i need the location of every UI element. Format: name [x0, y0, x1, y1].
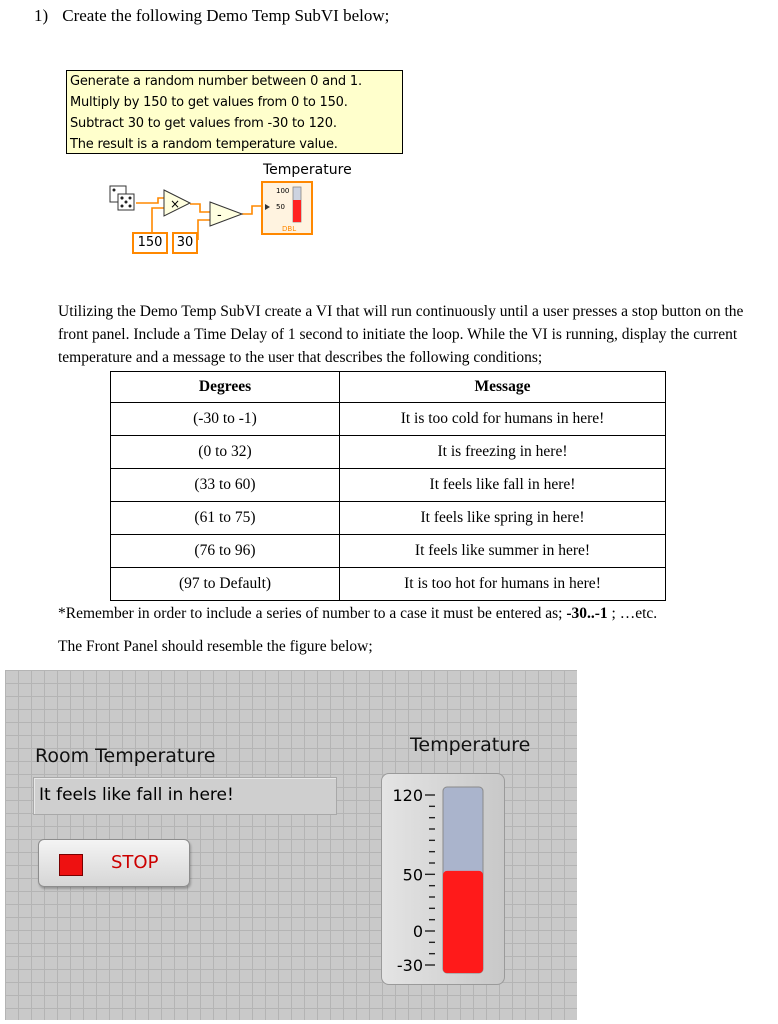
constant-150: 150: [132, 232, 168, 254]
comment-line: The result is a random temperature value.: [70, 137, 338, 152]
constant-30: 30: [172, 232, 198, 254]
front-panel-intro: The Front Panel should resemble the figure below;: [58, 638, 373, 655]
stop-led-icon: [59, 854, 83, 876]
table-row: [111, 436, 666, 469]
tick-label-minus30: -30: [396, 956, 423, 975]
multiply-symbol: ×: [170, 197, 181, 211]
room-temperature-string-indicator: It feels like fall in here!: [33, 777, 337, 815]
note-before: *Remember in order to include a series of number to a case it must be entered as;: [58, 605, 567, 622]
table-header-row: [111, 372, 666, 403]
message-cell: It is freezing in here!: [340, 436, 666, 469]
table-row: [111, 469, 666, 502]
comment-line: Subtract 30 to get values from -30 to 120.: [70, 116, 337, 131]
degrees-header: Degrees: [111, 372, 340, 403]
table-row: [111, 535, 666, 568]
note-example: -30..-1: [566, 605, 608, 622]
indicator-tick-100: 100: [276, 187, 290, 195]
thermometer-fill: [443, 871, 483, 973]
degrees-cell: (97 to Default): [111, 568, 340, 601]
table-row: [111, 403, 666, 436]
question-text: Create the following Demo Temp SubVI below;: [62, 6, 390, 25]
thermometer-icon: [262, 182, 312, 234]
temperature-label: Temperature: [410, 734, 531, 756]
wire-random-to-multiply: [136, 198, 164, 203]
multiply-icon: [164, 190, 190, 216]
stop-button-label: STOP: [111, 852, 159, 873]
range-note: [58, 605, 657, 623]
tick-label-0: 0: [412, 922, 423, 941]
conditions-table: [110, 371, 666, 601]
degrees-cell: (61 to 75): [111, 502, 340, 535]
wire-multiply-to-subtract: [190, 204, 210, 212]
table-row: [111, 568, 666, 601]
tick-label-120: 120: [392, 786, 423, 805]
indicator-type: DBL: [282, 225, 297, 233]
comment-line: Multiply by 150 to get values from 0 to 150.: [70, 95, 348, 110]
dice-icon: [110, 186, 134, 210]
message-cell: It is too hot for humans in here!: [340, 568, 666, 601]
wire-subtract-to-indicator: [242, 206, 262, 214]
stop-button[interactable]: [38, 839, 190, 887]
room-temperature-label: Room Temperature: [35, 745, 216, 767]
message-cell: It is too cold for humans in here!: [340, 403, 666, 436]
note-after: ; …etc.: [607, 605, 658, 622]
diagram-comment: [66, 70, 403, 154]
degrees-cell: (-30 to -1): [111, 403, 340, 436]
front-panel: [5, 670, 577, 1020]
minor-ticks: [425, 795, 435, 965]
question-heading: [34, 6, 389, 26]
message-cell: It feels like spring in here!: [340, 502, 666, 535]
message-header: Message: [340, 372, 666, 403]
degrees-cell: (0 to 32): [111, 436, 340, 469]
message-cell: It feels like fall in here!: [340, 469, 666, 502]
question-number: 1): [34, 6, 49, 25]
table-row: [111, 502, 666, 535]
indicator-tick-50: 50: [276, 203, 285, 211]
degrees-cell: (33 to 60): [111, 469, 340, 502]
thermometer-indicator: [381, 773, 505, 985]
message-cell: It feels like summer in here!: [340, 535, 666, 568]
instructions-paragraph: Utilizing the Demo Temp SubVI create a VI that will run continuously until a user presses a stop button on the front panel. Include a Time Delay of 1 second to initiate the loop. While the VI is running, display the current temperature and a message to the user that describes the following conditions;: [58, 303, 744, 366]
degrees-cell: (76 to 96): [111, 535, 340, 568]
indicator-label: Temperature: [263, 162, 352, 178]
tick-label-50: 50: [402, 865, 423, 885]
subtract-symbol: -: [217, 208, 222, 223]
subtract-icon: [210, 202, 242, 226]
wire-30-to-subtract: [198, 220, 210, 240]
comment-line: Generate a random number between 0 and 1.: [70, 74, 362, 89]
